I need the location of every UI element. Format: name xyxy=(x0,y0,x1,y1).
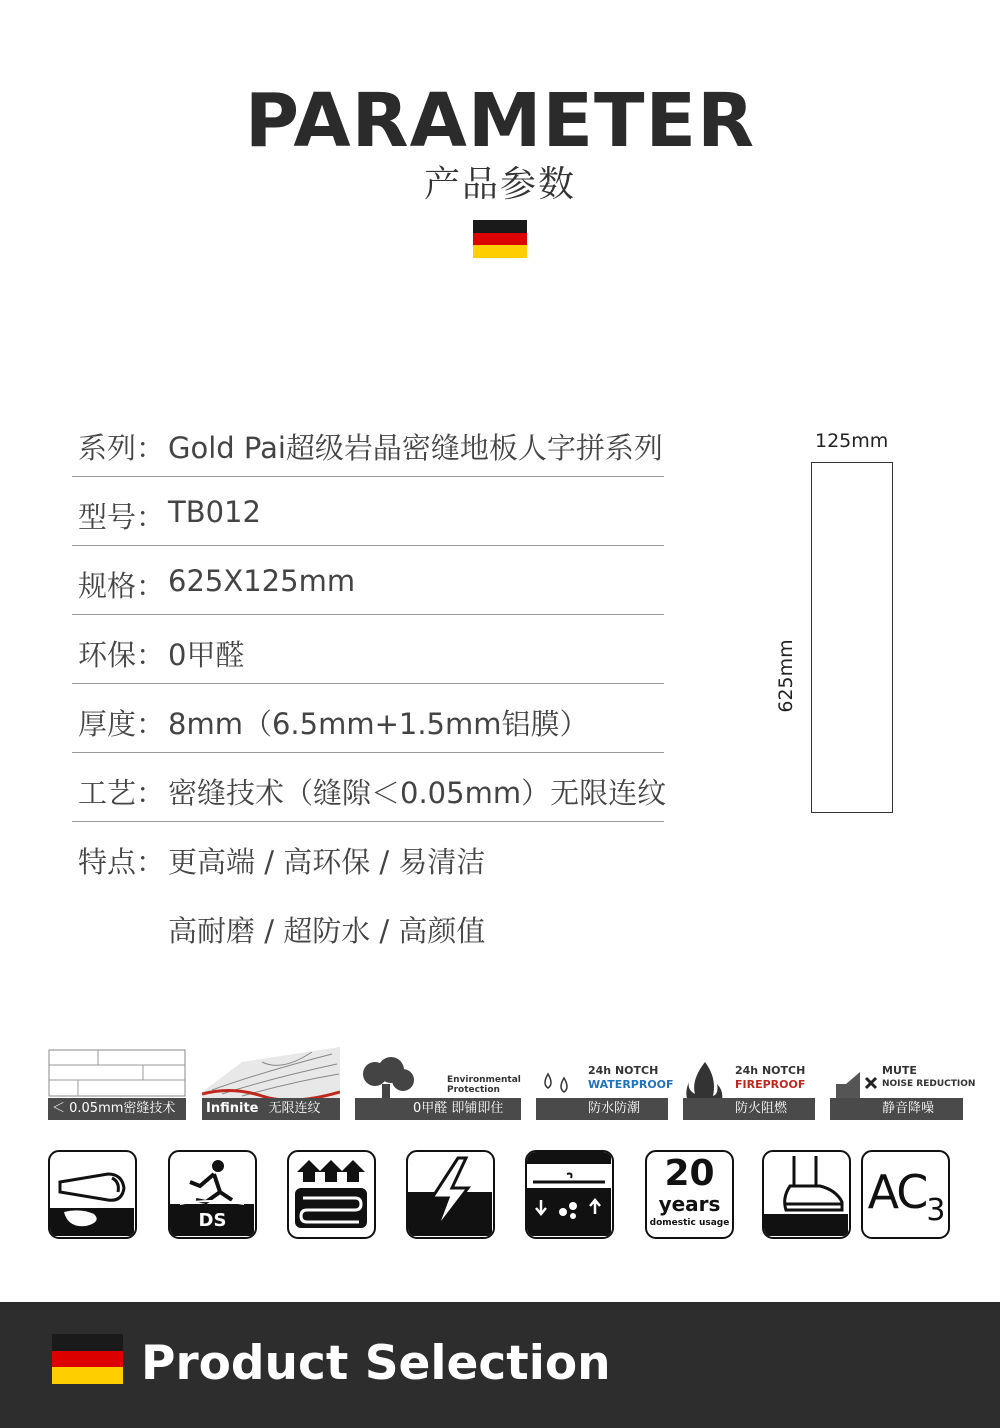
spec-label: 系列： xyxy=(78,431,166,465)
feature-caption-highlight: WATERPROOF xyxy=(588,1078,674,1091)
plank-seam-icon xyxy=(48,1042,186,1098)
feature-band: 防火阻燃 xyxy=(683,1098,815,1120)
spec-row-features xyxy=(72,822,664,891)
spec-label: 型号： xyxy=(78,500,166,534)
spec-label: 环保： xyxy=(78,638,166,672)
spec-value: 625X125mm xyxy=(168,564,356,598)
spec-value: 8mm（6.5mm+1.5mm铝膜） xyxy=(168,707,589,741)
spec-row-features-2 xyxy=(72,891,664,960)
spec-label: 工艺： xyxy=(78,776,166,810)
spec-value: 密缝技术（缝隙＜0.05mm）无限连纹 xyxy=(168,776,667,810)
feature-caption: Environmental xyxy=(447,1075,521,1085)
footer-title: Product Selection xyxy=(141,1336,611,1391)
feature-caption: Protection xyxy=(447,1085,500,1095)
anti-static-icon xyxy=(406,1150,495,1239)
wood-grain-icon xyxy=(202,1042,340,1100)
spec-row-thickness xyxy=(72,684,664,753)
spec-row-craft xyxy=(72,753,667,822)
stain-resistant-icon xyxy=(48,1150,137,1239)
page-title: PARAMETER xyxy=(244,78,756,164)
spec-label: 特点： xyxy=(78,845,166,879)
plank-outline xyxy=(811,462,893,813)
german-flag-icon xyxy=(52,1334,123,1384)
feature-caption: MUTE xyxy=(882,1064,917,1077)
feature-caption: 24h NOTCH xyxy=(735,1064,806,1077)
spec-row-eco xyxy=(72,615,664,684)
feature-waterproof xyxy=(536,1042,674,1120)
feature-caption: NOISE REDUCTION xyxy=(882,1079,976,1089)
spec-row-model xyxy=(72,477,664,546)
moisture-barrier-icon xyxy=(525,1150,614,1239)
anti-slip-icon xyxy=(168,1150,257,1239)
wear-resistant-icon xyxy=(762,1150,851,1239)
feature-band: 静音降噪 xyxy=(830,1098,963,1120)
german-flag-icon xyxy=(473,220,527,258)
feature-infinite xyxy=(202,1042,340,1120)
spec-label: 厚度： xyxy=(78,707,166,741)
warranty-note: domestic usage xyxy=(649,1218,730,1228)
feature-fireproof xyxy=(683,1042,815,1120)
feature-band: 防水防潮 xyxy=(536,1098,668,1120)
floor-heating-icon xyxy=(287,1150,376,1239)
spec-value: 更高端 / 高环保 / 易清洁 xyxy=(168,845,486,879)
anti-slip-label: DS xyxy=(198,1210,227,1231)
footer-banner xyxy=(0,1302,1000,1428)
spec-list xyxy=(72,408,667,960)
length-dimension-label: 625mm xyxy=(775,639,797,713)
spec-value: 高耐磨 / 超防水 / 高颜值 xyxy=(168,914,486,948)
page-subtitle: 产品参数 xyxy=(423,164,576,205)
spec-value: Gold Pai超级岩晶密缝地板人字拼系列 xyxy=(168,431,663,465)
feature-environment xyxy=(355,1042,521,1120)
warranty-years-number: 20 xyxy=(664,1153,715,1194)
feature-band: Infinite 无限连纹 xyxy=(202,1098,340,1120)
spec-label: 规格： xyxy=(78,569,166,603)
spec-row-series xyxy=(72,408,664,477)
feature-band: ＜ 0.05mm密缝技术 xyxy=(48,1098,186,1120)
spec-row-size xyxy=(72,546,664,615)
ac3-rating-icon xyxy=(861,1150,950,1239)
feature-seam xyxy=(48,1042,186,1120)
width-dimension-label: 125mm xyxy=(815,430,889,452)
feature-mute xyxy=(830,1042,976,1120)
spec-value: 0甲醛 xyxy=(168,638,245,672)
feature-caption-highlight: FIREPROOF xyxy=(735,1078,806,1091)
warranty-years-unit: years xyxy=(658,1192,721,1216)
ac-rating-label: $AC_3$ xyxy=(867,1165,944,1228)
warranty-icon xyxy=(645,1150,734,1239)
spec-value: TB012 xyxy=(168,495,261,529)
feature-caption: 24h NOTCH xyxy=(588,1064,659,1077)
feature-band: 0甲醛 即铺即住 xyxy=(355,1098,521,1120)
